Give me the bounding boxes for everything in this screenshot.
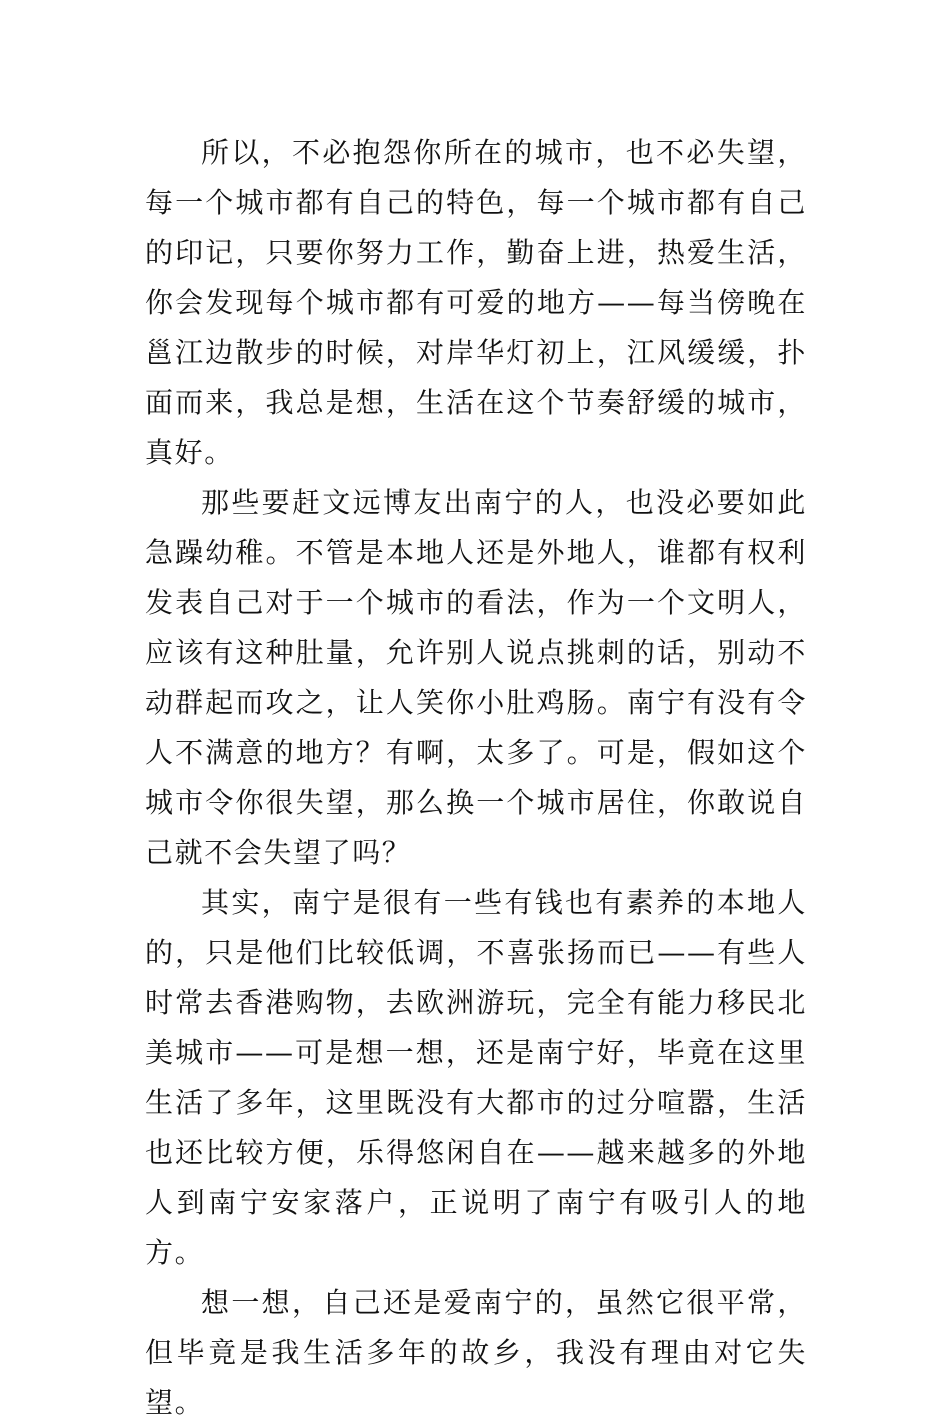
paragraph-4: 想一想，自己还是爱南宁的，虽然它很平常，但毕竟是我生活多年的故乡，我没有理由对它失望。 xyxy=(145,1286,807,1419)
document-body xyxy=(145,128,807,1428)
paragraph-1: 所以，不必抱怨你所在的城市，也不必失望，每一个城市都有自己的特色，每一个城市都有自己的印记，只要你努力工作，勤奋上进，热爱生活，你会发现每个城市都有可爱的地方——每当傍晚在邕江边散步的时候，对岸华灯初上，江风缓缓，扑面而来，我总是想，生活在这个节奏舒缓的城市，真好。 xyxy=(145,136,807,469)
paragraph-3: 其实，南宁是很有一些有钱也有素养的本地人的，只是他们比较低调，不喜张扬而已——有些人时常去香港购物，去欧洲游玩，完全有能力移民北美城市——可是想一想，还是南宁好，毕竟在这里生活了多年，这里既没有大都市的过分喧嚣，生活也还比较方便，乐得悠闲自在——越来越多的外地人到南宁安家落户，正说明了南宁有吸引人的地方。 xyxy=(145,886,807,1269)
paragraph-2: 那些要赶文远博友出南宁的人，也没必要如此急躁幼稚。不管是本地人还是外地人，谁都有权利发表自己对于一个城市的看法，作为一个文明人，应该有这种肚量，允许别人说点挑刺的话，别动不动群起而攻之，让人笑你小肚鸡肠。南宁有没有令人不满意的地方？有啊，太多了。可是，假如这个城市令你很失望，那么换一个城市居住，你敢说自己就不会失望了吗？ xyxy=(145,486,807,869)
